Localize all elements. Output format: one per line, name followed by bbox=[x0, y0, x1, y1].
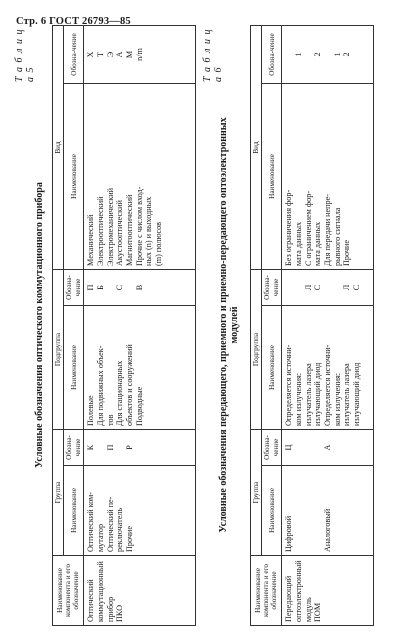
t5-header-kind: Вид bbox=[53, 25, 64, 269]
t6-header-group: Группа bbox=[251, 430, 262, 556]
t5-subgroup-names: Полевые Для подвижных объек- тов Для стационарных объектов и сооружений Подводные bbox=[84, 306, 196, 430]
rotated-page-content bbox=[10, 20, 390, 630]
t6-header-group-name: Наименование bbox=[262, 466, 282, 556]
table6-title: Условные обозначения передающего, приемного и приемно-передающего оптоэлектронных модулей bbox=[218, 117, 240, 533]
t5-header-group: Группа bbox=[53, 430, 64, 556]
t6-header-kind-code: Обозна-чение bbox=[262, 25, 282, 83]
table6-label: Т а б л и ц а 6 bbox=[202, 28, 224, 82]
t6-kind-names: Без ограничения фор- мата данных С ограничением фор- мата данных Для передачи непре- рывного сигнала Прочие bbox=[282, 83, 374, 269]
t5-header-kind-code: Обозна-чение bbox=[64, 25, 84, 83]
t6-header-subgroup-name: Наименование bbox=[262, 306, 282, 430]
table5-title: Условные обозначения оптического коммутационного прибора bbox=[34, 182, 45, 468]
table6 bbox=[250, 25, 374, 626]
t6-subgroup-codes: Л С Л С bbox=[282, 269, 374, 305]
t6-group-codes: Ц А bbox=[282, 430, 374, 466]
t5-header-group-code: Обозна-чение bbox=[64, 430, 84, 466]
t5-header-subgroup-name: Наименование bbox=[64, 306, 84, 430]
table5-label: Т а б л и ц а 5 bbox=[14, 28, 36, 82]
t6-header-subgroup-code: Обозна-чение bbox=[262, 269, 282, 305]
t6-kind-codes: 1 2 1 2 bbox=[282, 25, 374, 83]
t5-group-codes: К П Р bbox=[84, 430, 196, 466]
t5-kind-names: Механический Электрооптический Электромеханический Акустооптический Магнитооптический Прочие с числом вход- ных (n) и выходных (m) полюсов bbox=[84, 83, 196, 269]
page-header: Стр. 6 ГОСТ 26793—85 bbox=[16, 16, 131, 27]
t5-subgroup-codes: П Б С В bbox=[84, 269, 196, 305]
table5 bbox=[52, 25, 196, 626]
t6-header-component: Наименование компонента и его обозначение bbox=[251, 556, 282, 626]
t5-group-names: Оптический ком- мутатор Оптический пе- реключатель Прочие bbox=[84, 466, 196, 556]
t5-header-subgroup-code: Обозна-чение bbox=[64, 269, 84, 305]
t5-header-kind-name: Наименование bbox=[64, 83, 84, 269]
t6-header-kind: Вид bbox=[251, 25, 262, 269]
t6-subgroup-names: Определяется источни- ком излучения: излучатель лазера излучающий диод Определяется источни- ком излучения: излучатель лазера излучающий диод bbox=[282, 306, 374, 430]
t5-component-cell: Оптический коммутационный прибор ПКО bbox=[84, 556, 196, 626]
t6-group-names: Цифровой Аналоговый bbox=[282, 466, 374, 556]
t5-header-group-name: Наименование bbox=[64, 466, 84, 556]
t6-header-group-code: Обозна-чение bbox=[262, 430, 282, 466]
t6-component-cell: Передающий оптоэлектронный модуль ПОМ bbox=[282, 556, 374, 626]
t5-header-subgroup: Подгруппа bbox=[53, 269, 64, 429]
t5-kind-codes: Х Т Э А М n/m bbox=[84, 25, 196, 83]
t6-header-kind-name: Наименование bbox=[262, 83, 282, 269]
t5-header-component: Наименование компонента и его обозначение bbox=[53, 556, 84, 626]
t6-header-subgroup: Подгруппа bbox=[251, 269, 262, 429]
